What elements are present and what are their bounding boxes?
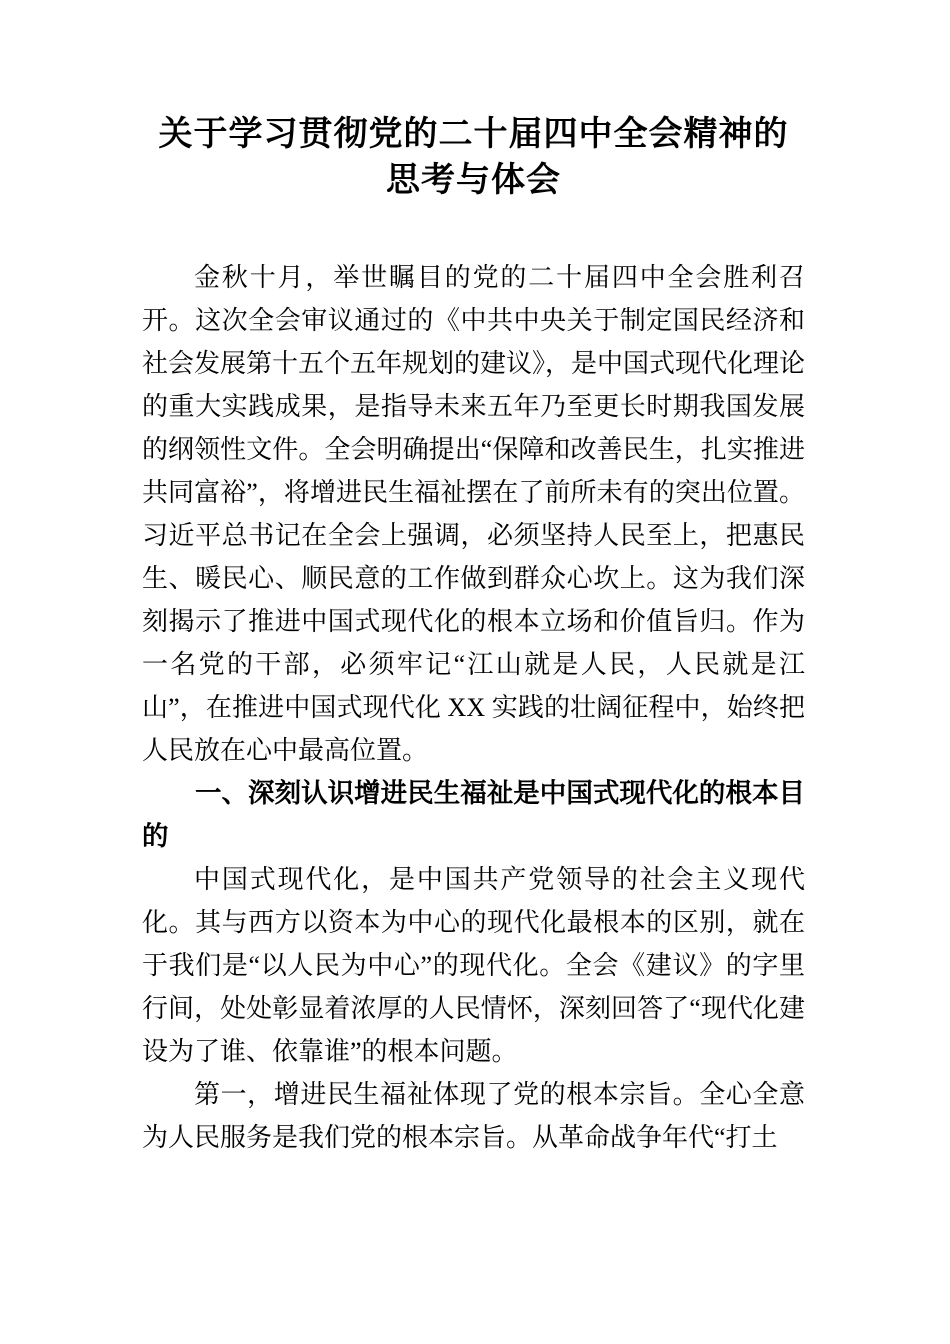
document-title <box>142 112 805 204</box>
document-title-line-1: 关于学习贯彻党的二十届四中全会精神的 <box>158 116 789 153</box>
paragraph-intro: 金秋十月，举世瞩目的党的二十届四中全会胜利召开。这次全会审议通过的《中共中央关于制定国民经济和社会发展第十五个五年规划的建议》，是中国式现代化理论的重大实践成果，是指导未来五年乃至更长时期我国发展的纲领性文件。全会明确提出“保障和改善民生，扎实推进共同富裕”，将增进民生福祉摆在了前所未有的突出位置。习近平总书记在全会上强调，必须坚持人民至上，把惠民生、暖民心、顺民意的工作做到群众心坎上。这为我们深刻揭示了推进中国式现代化的根本立场和价值旨归。作为一名党的干部，必须牢记“江山就是人民，人民就是江山”，在推进中国式现代化 XX 实践的壮阔征程中，始终把人民放在心中最高位置。 <box>142 263 806 765</box>
paragraph-point-first: 第一，增进民生福祉体现了党的根本宗旨。全心全意为人民服务是我们党的根本宗旨。从革命战争年代“打土 <box>142 1080 805 1152</box>
document-title-line-2: 思考与体会 <box>386 162 561 199</box>
section-heading-1: 一、深刻认识增进民生福祉是中国式现代化的根本目的 <box>142 778 805 851</box>
paragraph-section1-overview: 中国式现代化，是中国共产党领导的社会主义现代化。其与西方以资本为中心的现代化最根本的区别，就在于我们是“以人民为中心”的现代化。全会《建议》的字里行间，处处彰显着浓厚的人民情怀，深刻回答了“现代化建设为了谁、依靠谁”的根本问题。 <box>142 865 805 1066</box>
